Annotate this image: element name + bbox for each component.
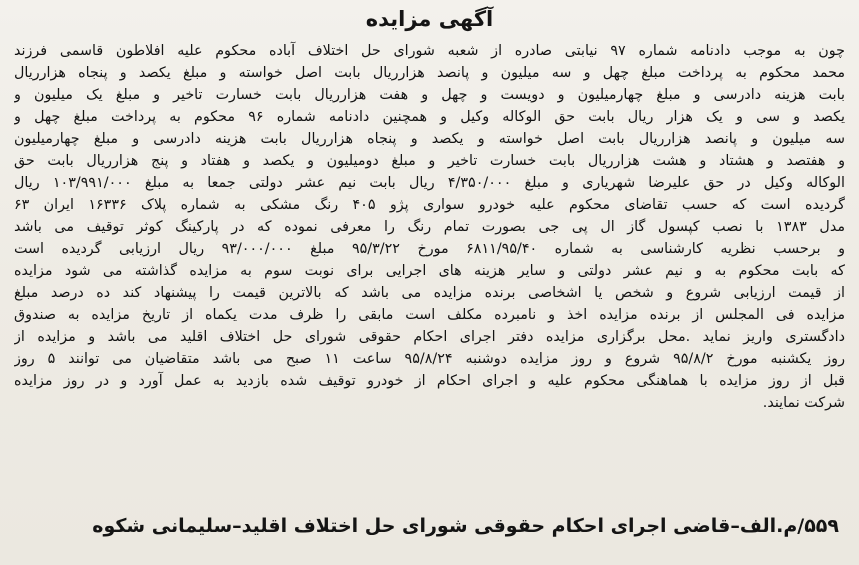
body-line: و هفتصد و هشتاد و هشت هزارریال بابت خسارت تاخیر و مبلغ دومیلیون و یکصد و هفتاد و پنج هزارریال بابت حق bbox=[14, 153, 845, 169]
body-line: محمد محکوم به پرداخت مبلغ چهل و سه میلیون و پانصد هزارریال بابت اصل خواسته و مبلغ یکصد و پنجاه هزارریال bbox=[14, 65, 845, 81]
body-line: بابت هزینه دادرسی و مبلغ چهارمیلیون و دویست و چهل و هفت هزارریال بابت خسارت تاخیر و مبلغ یک میلیون و bbox=[14, 87, 845, 103]
notice-signature: ۵۵۹/م.الف–قاضی اجرای احکام حقوقی شورای حل اختلاف اقلید–سلیمانی شکوه bbox=[92, 515, 839, 537]
body-line: مزایده فی المجلس از برنده مزایده اخذ و نامبرده مکلف است مابقی را ظرف مدت یکماه از تاریخ مزایده به صندوق bbox=[14, 307, 845, 323]
body-line: و برحسب نظریه کارشناسی به شماره ۶۸۱۱/۹۵/۴۰ مورخ ۹۵/۳/۲۲ مبلغ ۹۳/۰۰۰/۰۰۰ ریال ارزیابی گردیده است bbox=[14, 241, 845, 257]
body-line: از قیمت ارزیابی شروع و شخص یا اشخاصی برنده مزایده می باشد که بالاترین قیمت را پیشنهاد کند ده درصد مبلغ bbox=[14, 285, 845, 301]
body-line: سه میلیون و پانصد هزارریال بابت اصل خواسته و یکصد و پنجاه هزارریال بابت هزینه دادرسی و مبلغ چهارمیلیون bbox=[14, 131, 845, 147]
body-line: گردیده است که حسب تقاضای محکوم علیه خودرو سواری پژو ۴۰۵ رنگ مشکی به شماره پلاک ۱۶۳۳۶ ایران ۶۳ bbox=[14, 197, 845, 213]
body-line: که بابت محکوم به و نیم عشر دولتی و سایر هزینه های اجرایی برای نوبت سوم به مزایده گذاشته می شود مزایده bbox=[14, 263, 845, 279]
notice-title: آگهی مزایده bbox=[365, 7, 494, 31]
body-line: قبل از روز مزایده با هماهنگی محکوم علیه و اجرای احکام از خودرو توقیف شده بازدید به عمل آورد و در روز مزایده bbox=[14, 373, 845, 389]
body-line: چون به موجب دادنامه شماره ۹۷ نیابتی صادره از شعبه شورای حل اختلاف آباده محکوم علیه افلاطون قاسمی فرزند bbox=[14, 43, 845, 59]
body-line: الوکاله وکیل در حق علیرضا شهریاری و مبلغ ۴/۳۵۰/۰۰۰ ریال بابت نیم عشر دولتی جمعا به مبلغ ۱۰۳/۹۹۱/۰۰۰ ریال bbox=[14, 175, 845, 191]
body-line: روز یکشنبه مورخ ۹۵/۸/۲ شروع و روز مزایده دوشنبه ۹۵/۸/۲۴ ساعت ۱۱ صبح می باشد متقاضیان می توانند ۵ روز bbox=[14, 351, 845, 367]
body-line: یکصد و سی و یک هزار ریال بابت حق الوکاله وکیل و همچنین دادنامه شماره ۹۶ محکوم به پرداخت مبلغ چهل و bbox=[14, 109, 845, 125]
body-line: دادگستری واریز نماید .محل برگزاری مزایده دفتر اجرای احکام حقوقی شورای حل اختلاف اقلید می باشد و مزایده از bbox=[14, 329, 845, 345]
body-line: شرکت نمایند. bbox=[762, 395, 845, 411]
body-line: مدل ۱۳۸۳ با نصب کپسول گاز ال پی جی بصورت تمام رنگ را معرفی نموده که در پارکینگ کوثر توقیف می باشد bbox=[14, 219, 845, 235]
notice-body bbox=[14, 40, 845, 502]
